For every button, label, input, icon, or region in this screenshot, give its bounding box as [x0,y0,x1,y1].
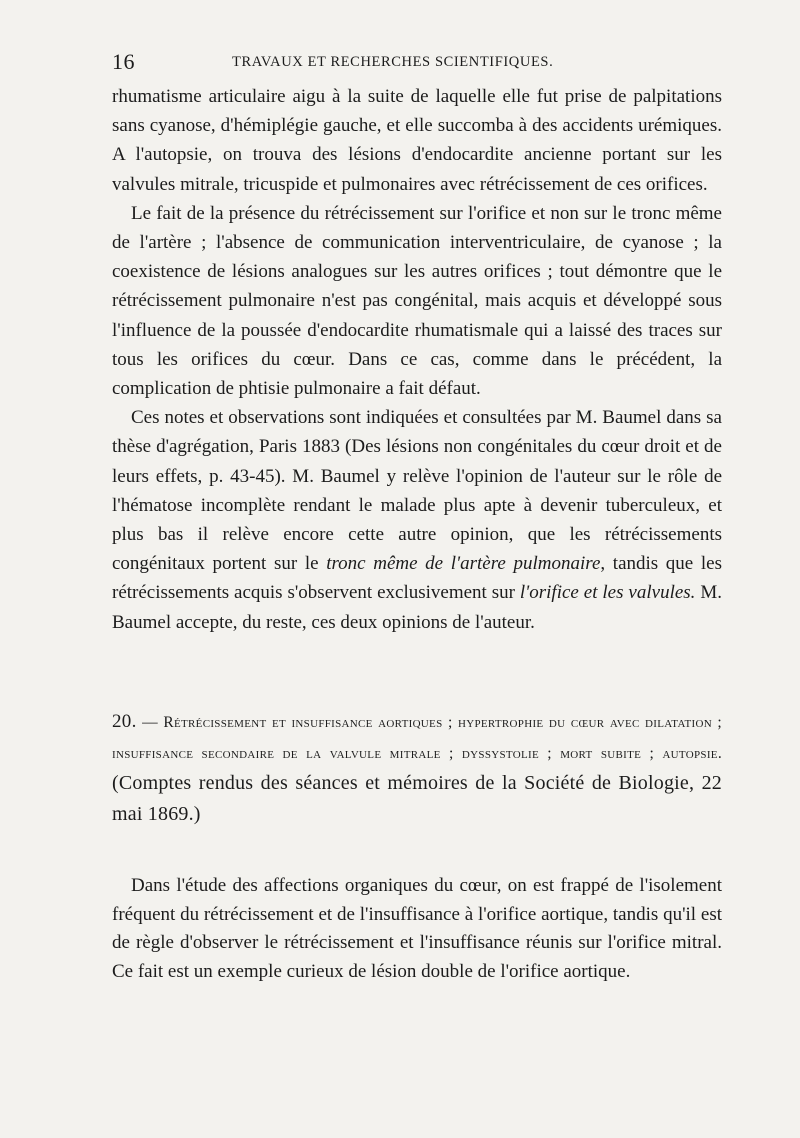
paragraph-text: , tandis que les rétrécissements acquis s'observent exclusivement sur [112,553,722,604]
paragraph [112,403,722,637]
page-header [112,49,722,77]
italic-phrase: tronc même de l'artère pulmonaire [326,553,601,575]
paragraph-text: M. Baumel accepte, du reste, ces deux opinions de l'auteur. [112,582,722,633]
bibliography-entry [112,706,722,831]
entry-title: — Rétrécissement et insuffisance aortiques ; hypertrophie du cœur avec dilatation ; insuffisance secondaire de la valvule mitrale ; dyssystolie ; mort subite ; autopsie. [112,714,722,762]
paragraph: Le fait de la présence du rétrécissement sur l'orifice et non sur le tronc même de l'artère ; l'absence de communication interventriculaire, de cyanose ; la coexistence de lésions analogues sur les autres orifices ; tout démontre que le rétrécissement pulmonaire n'est pas congénital, mais acquis et développé sous l'influence de la poussée d'endocardite rhumatismale qui a laissé des traces sur tous les orifices du cœur. Dans ce cas, comme dans le précédent, la complication de phtisie pulmonaire a fait défaut. [112,202,722,400]
paragraph-continuation: rhumatisme articulaire aigu à la suite de laquelle elle fut prise de palpitations sans cyanose, d'hémiplégie gauche, et elle succomba à des accidents urémiques. A l'autopsie, on trouva des lésions d'endocardite ancienne portant sur les valvules mitrale, tricuspide et pulmonaires avec rétrécissement de ces orifices. [112,86,722,195]
body-text [112,82,722,637]
paragraph: Dans l'étude des affections organiques du cœur, on est frappé de l'isolement fréquent du rétrécissement et de l'insuffisance à l'orifice aortique, tandis qu'il est de règle d'observer le rétrécissement et l'insuffisance réunis sur l'orifice mitral. Ce fait est un exemple curieux de lésion double de l'orifice aortique. [112,875,722,982]
running-title: TRAVAUX ET RECHERCHES SCIENTIFIQUES. [232,54,554,70]
entry-source: (Comptes rendus des séances et mémoires de la Société de Biologie, 22 mai 1869.) [112,772,722,825]
entry-body [112,872,722,986]
entry-number: 20. [112,711,137,732]
page-number: 16 [112,49,135,74]
italic-phrase: l'orifice et les valvules. [519,582,696,604]
paragraph-text: Ces notes et observations sont indiquées et consultées par M. Baumel dans sa thèse d'agrégation, Paris 1883 (Des lésions non congénitales du cœur droit et de leurs effets, p. 43-45). M. Baumel y relève l'opinion de l'auteur sur le rôle de l'hématose incomplète rendant le malade plus apte à devenir tuberculeux, et plus bas il relève encore cette autre opinion, que les rétrécissements congénitaux portent sur le [112,407,722,575]
entry-heading [112,706,722,831]
